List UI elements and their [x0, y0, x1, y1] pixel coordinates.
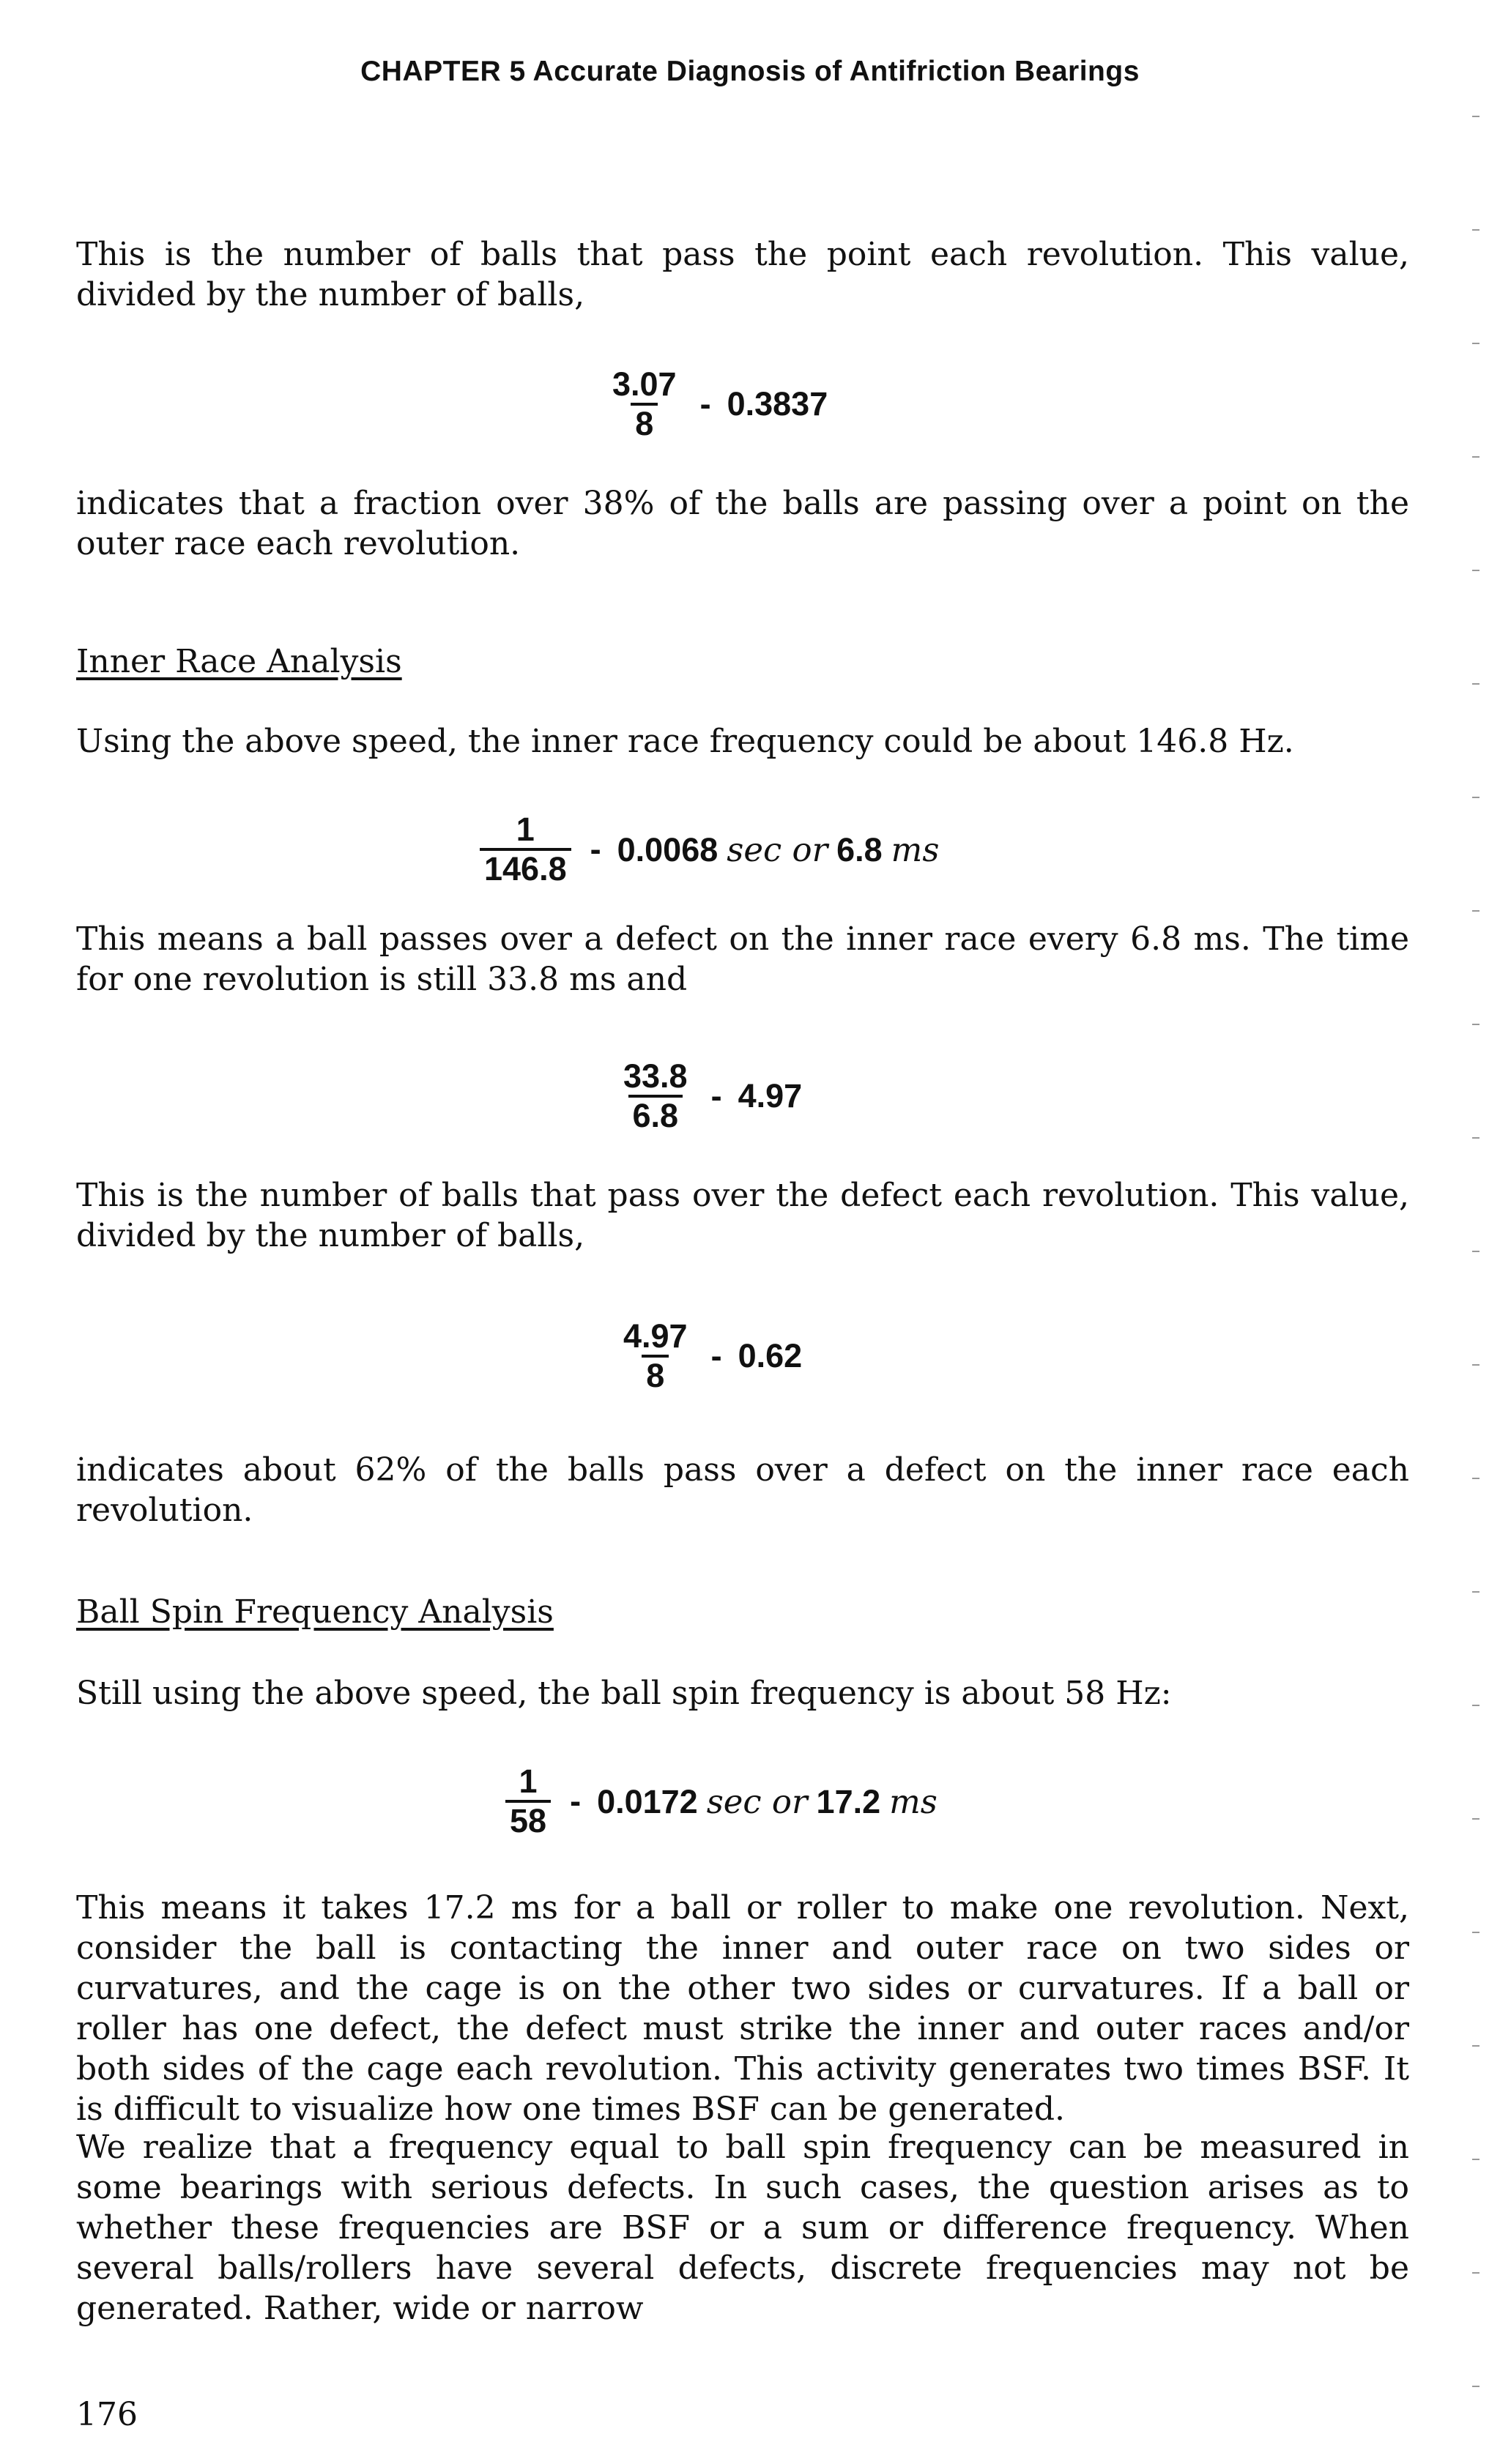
- paragraph-1: This is the number of balls that pass the point each revolution. This value, divided by the number of balls,: [76, 236, 1409, 313]
- paragraph-7: Still using the above speed, the ball spin frequency is about 58 Hz:: [76, 1675, 1172, 1712]
- equation-4: [619, 1318, 802, 1394]
- fraction: [480, 811, 571, 887]
- margin-tick: [1472, 2159, 1479, 2160]
- result-group: [617, 830, 940, 869]
- denominator: 58: [505, 1800, 551, 1839]
- margin-tick: [1472, 229, 1479, 231]
- margin-tick: [1472, 456, 1479, 458]
- numerator: 1: [519, 1763, 538, 1800]
- result: 0.0068: [617, 830, 719, 868]
- numerator: 3.07: [612, 365, 677, 403]
- margin-tick: [1472, 1251, 1479, 1252]
- margin-tick: [1472, 116, 1479, 117]
- paragraph-5: This is the number of balls that pass over the defect each revolution. This value, divided by the number of balls,: [76, 1177, 1409, 1254]
- result-ms: 6.8: [836, 830, 883, 868]
- margin-tick: [1472, 2045, 1479, 2047]
- margin-tick: [1472, 570, 1479, 571]
- paragraph-3: Using the above speed, the inner race frequency could be about 146.8 Hz.: [76, 723, 1294, 760]
- equals-sign: -: [570, 1782, 582, 1820]
- margin-tick: [1472, 343, 1479, 344]
- page-number: 176: [76, 2396, 138, 2433]
- fraction: [505, 1763, 551, 1839]
- fraction: [608, 366, 681, 442]
- result: 0.0172: [597, 1782, 698, 1820]
- margin-tick: [1472, 1364, 1479, 1366]
- equals-sign: -: [590, 830, 601, 868]
- numerator: 1: [516, 811, 535, 848]
- equation-1: [608, 366, 828, 442]
- result-ms: 17.2: [816, 1782, 881, 1820]
- margin-tick: [1472, 2272, 1479, 2274]
- margin-tick: [1472, 683, 1479, 685]
- running-header: CHAPTER 5 Accurate Diagnosis of Antifriction Bearings: [360, 56, 1140, 87]
- margin-tick: [1472, 1932, 1479, 1933]
- equals-sign: -: [710, 1337, 722, 1374]
- paragraph-9: We realize that a frequency equal to ball spin frequency can be measured in some bearings with serious defects. In such cases, the question arises as to whether these frequencies are BSF or a sum or difference frequency. When several balls/rollers have several defects, discrete frequencies may not be generated. Rather, wide or narrow: [76, 2129, 1409, 2327]
- paragraph-2: indicates that a fraction over 38% of the balls are passing over a point on the outer race each revolution.: [76, 485, 1409, 562]
- equals-sign: -: [699, 385, 711, 423]
- margin-tick: [1472, 1705, 1479, 1706]
- numerator: 4.97: [623, 1317, 688, 1355]
- margin-tick: [1472, 2386, 1479, 2387]
- denominator: 6.8: [628, 1095, 683, 1134]
- denominator: 8: [631, 403, 658, 442]
- unit-text: sec or: [706, 1782, 808, 1821]
- margin-ticks: [1472, 0, 1487, 2464]
- unit-text: sec or: [727, 830, 828, 869]
- paragraph-6: indicates about 62% of the balls pass over a defect on the inner race each revolution.: [76, 1451, 1409, 1529]
- result: 0.3837: [727, 385, 828, 423]
- unit-ms: ms: [891, 830, 940, 869]
- fraction: [619, 1058, 692, 1134]
- margin-tick: [1472, 797, 1479, 798]
- paragraph-4: This means a ball passes over a defect on the inner race every 6.8 ms. The time for one revolution is still 33.8 ms and: [76, 920, 1409, 998]
- unit-ms: ms: [889, 1782, 938, 1821]
- equals-sign: -: [710, 1077, 722, 1114]
- equation-3: [619, 1058, 802, 1134]
- margin-tick: [1472, 910, 1479, 912]
- result: 4.97: [738, 1077, 803, 1114]
- margin-tick: [1472, 1818, 1479, 1820]
- denominator: 146.8: [480, 848, 571, 887]
- margin-tick: [1472, 1137, 1479, 1139]
- margin-tick: [1472, 1478, 1479, 1479]
- margin-tick: [1472, 1591, 1479, 1593]
- result-group: [597, 1782, 938, 1821]
- section-heading-ball-spin: Ball Spin Frequency Analysis: [76, 1593, 554, 1631]
- paragraph-8: This means it takes 17.2 ms for a ball or roller to make one revolution. Next, consider the ball is contacting the inner and outer race on two sides or curvatures, and the cage is on the other two sides or curvatures. If a ball or roller has one defect, the defect must strike the inner and outer races and/or both sides of the cage each revolution. This activity generates two times BSF. It is difficult to visualize how one times BSF can be generated.: [76, 1889, 1409, 2128]
- result: 0.62: [738, 1337, 803, 1374]
- equation-5: [505, 1763, 938, 1839]
- equation-2: [480, 811, 939, 887]
- fraction: [619, 1318, 692, 1394]
- margin-tick: [1472, 1024, 1479, 1025]
- numerator: 33.8: [623, 1057, 688, 1095]
- section-heading-inner-race: Inner Race Analysis: [76, 643, 402, 680]
- denominator: 8: [642, 1355, 669, 1394]
